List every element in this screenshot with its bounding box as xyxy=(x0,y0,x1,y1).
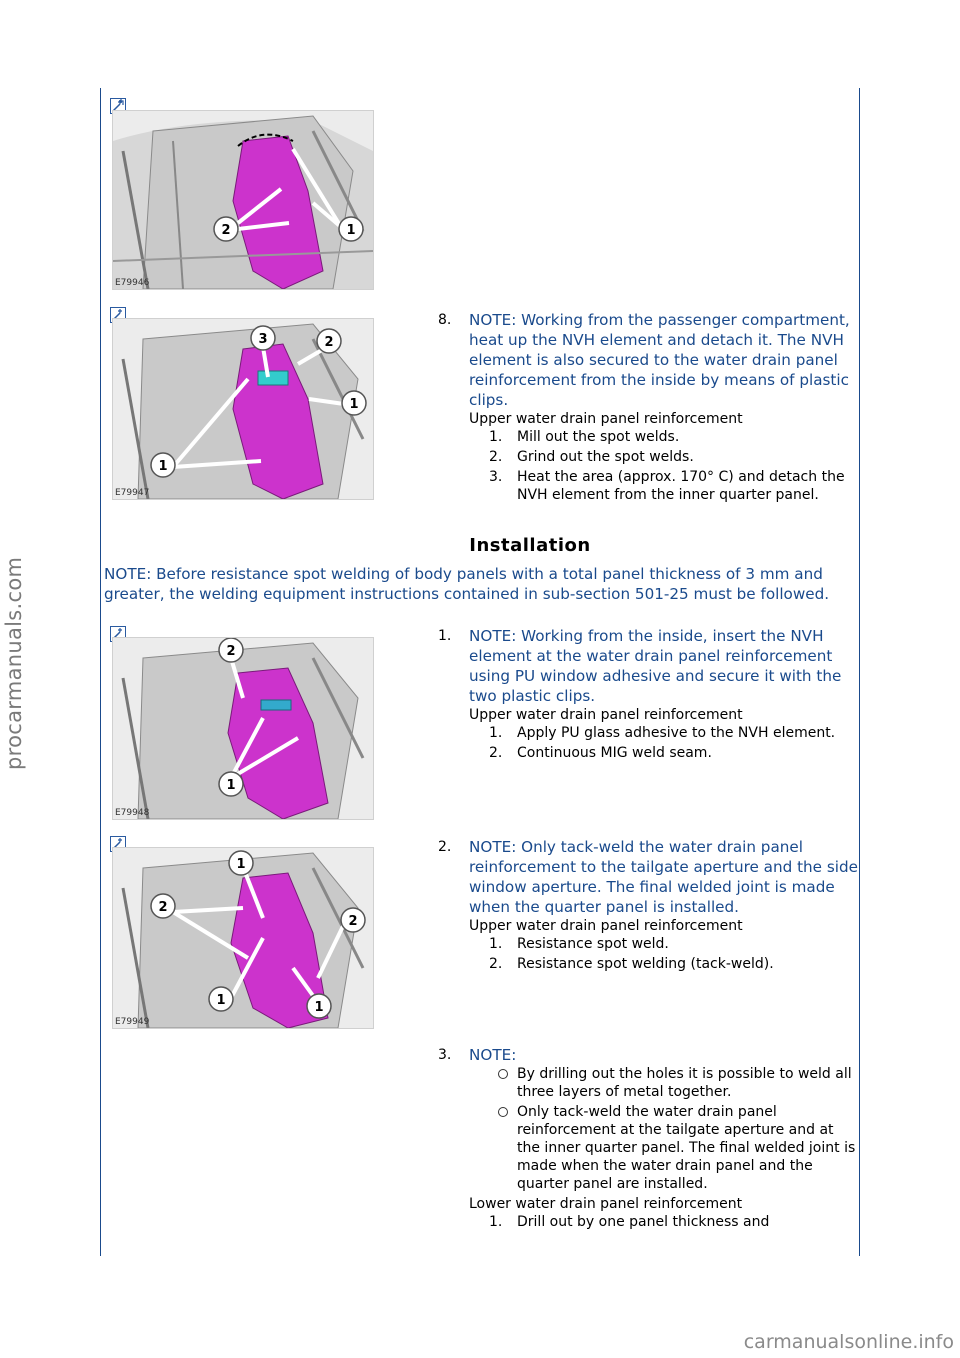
figure-callout: 3 xyxy=(258,332,268,347)
step-note: NOTE: Working from the passenger compartment, heat up the NVH element and detach it. The NVH element is also secured to the water drain panel reinforcement from the inside by means of plastic clips. xyxy=(469,311,850,409)
figure-callout: 2 xyxy=(221,223,231,238)
list-item: 2. Continuous MIG weld seam. xyxy=(489,745,712,761)
list-item: 1. Apply PU glass adhesive to the NVH element. xyxy=(489,725,836,741)
figure-code: E79947 xyxy=(115,488,150,498)
section-heading: Installation xyxy=(469,535,591,556)
bullet-circle-icon xyxy=(498,1069,508,1079)
step-subheading: Upper water drain panel reinforcement xyxy=(469,707,743,723)
step-subheading: Upper water drain panel reinforcement xyxy=(469,411,743,427)
figure-callout: 2 xyxy=(348,914,358,929)
figure-e79946 xyxy=(112,110,374,290)
figure-code: E79949 xyxy=(115,1017,150,1027)
list-item: 1. Resistance spot weld. xyxy=(489,936,669,952)
installation-note: NOTE: Before resistance spot welding of body panels with a total panel thickness of 3 mm and greater, the welding equipment instructions contained in sub-section 501-25 must be followed. xyxy=(104,565,830,603)
list-item: 3. Heat the area (approx. 170° C) and detach the NVH element from the inner quarter panel. xyxy=(489,469,845,503)
side-watermark: procarmanuals.com xyxy=(2,556,26,770)
step-number: 8. xyxy=(438,312,452,328)
step-note: NOTE: xyxy=(469,1046,517,1064)
step-note: NOTE: Only tack-weld the water drain panel reinforcement to the tailgate aperture and the side window aperture. The final welded joint is made when the quarter panel is installed. xyxy=(469,838,858,916)
step-note: NOTE: Working from the inside, insert the NVH element at the water drain panel reinforcement using PU window adhesive and secure it with the two plastic clips. xyxy=(469,627,842,705)
figure-callout: 2 xyxy=(158,900,168,915)
figure-callout: 1 xyxy=(236,857,246,872)
figure-callout: 1 xyxy=(216,993,226,1008)
figure-callout: 1 xyxy=(314,1000,324,1015)
list-item: 1. Drill out by one panel thickness and xyxy=(489,1214,770,1230)
bullet-item: By drilling out the holes it is possible to weld all three layers of metal together. xyxy=(469,1065,859,1101)
figure-callout: 1 xyxy=(226,778,236,793)
step-number: 1. xyxy=(438,628,452,644)
bullet-item: Only tack-weld the water drain panel reinforcement at the tailgate aperture and at the inner quarter panel. The final welded joint is made when the water drain panel and the quarter panel are installed. xyxy=(469,1103,859,1193)
figure-callout: 2 xyxy=(324,335,334,350)
step-number: 3. xyxy=(438,1047,452,1063)
bullet-circle-icon xyxy=(498,1107,508,1117)
right-margin-rule xyxy=(859,88,860,1256)
list-item: 2. Resistance spot welding (tack-weld). xyxy=(489,956,774,972)
figure-callout: 2 xyxy=(226,644,236,659)
figure-callout: 1 xyxy=(349,397,359,412)
list-item: 1. Mill out the spot welds. xyxy=(489,429,680,445)
figure-code: E79948 xyxy=(115,808,150,818)
step-subheading: Upper water drain panel reinforcement xyxy=(469,918,743,934)
figure-e79947 xyxy=(112,318,374,500)
step-number: 2. xyxy=(438,839,452,855)
bottom-watermark: carmanualsonline.info xyxy=(743,1331,954,1353)
step-subheading: Lower water drain panel reinforcement xyxy=(469,1196,743,1212)
list-item: 2. Grind out the spot welds. xyxy=(489,449,694,465)
figure-code: E79946 xyxy=(115,278,150,288)
figure-callout: 1 xyxy=(346,223,356,238)
left-margin-rule xyxy=(100,88,101,1256)
figure-e79949 xyxy=(112,847,374,1029)
figure-e79948 xyxy=(112,637,374,820)
figure-callout: 1 xyxy=(158,459,168,474)
